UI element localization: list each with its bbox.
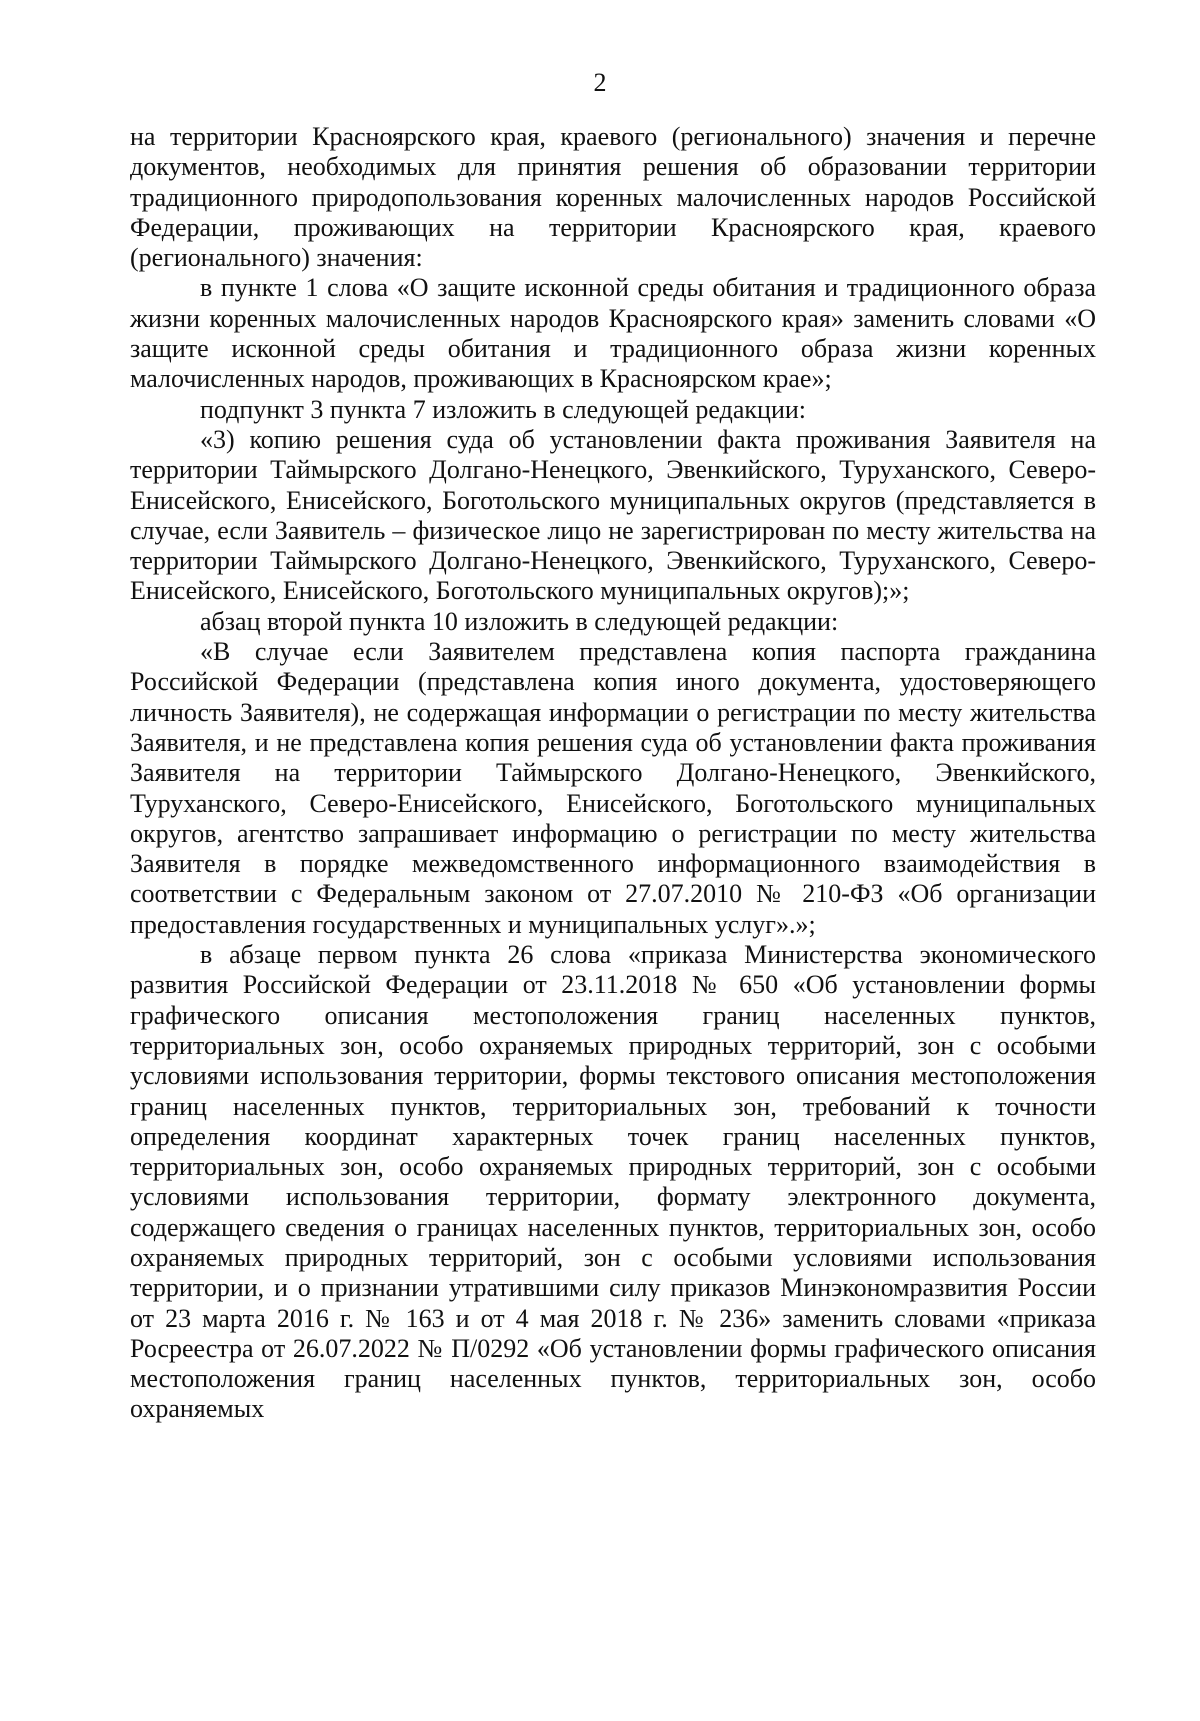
paragraph-heading-continuation: на территории Красноярского края, краевого (регионального) значения и перечне документов, необходимых для принятия решения об образовании территории традиционного природопользования коренных малочисленных народов Российской Федерации, проживающих на территории Красноярского края, краевого (регионального) значения: — [130, 122, 1096, 273]
document-body — [130, 122, 1096, 1425]
paragraph-subpoint-3-text: «3) копию решения суда об установлении факта проживания Заявителя на территории Таймырского Долгано-Ненецкого, Эвенкийского, Туруханского, Северо-Енисейского, Енисейского, Боготольского муниципальных округов (представляется в случае, если Заявитель – физическое лицо не зарегистрирован по месту жительства на территории Таймырского Долгано-Ненецкого, Эвенкийского, Туруханского, Северо-Енисейского, Енисейского, Боготольского муниципальных округов);»; — [130, 424, 1096, 606]
paragraph-point-10-intro: абзац второй пункта 10 изложить в следующей редакции: — [200, 606, 839, 636]
page-number: 2 — [593, 68, 607, 97]
paragraph-amendment-point-1: в пункте 1 слова «О защите исконной среды обитания и традиционного образа жизни коренных малочисленных народов Красноярского края» заменить словами «О защите исконной среды обитания и традиционного образа жизни коренных малочисленных народов, проживающих в Красноярском крае»; — [130, 273, 1096, 394]
paragraph-point-26-amendment: в абзаце первом пункта 26 слова «приказа Министерства экономического развития Российской Федерации от 23.11.2018 № 650 «Об установлении формы графического описания местоположения границ населенных пунктов, территориальных зон, особо охраняемых природных территорий, зон с особыми условиями использования территории, формы текстового описания местоположения границ населенных пунктов, территориальных зон, требований к точности определения координат характерных точек границ населенных пунктов, территориальных зон, особо охраняемых природных территорий, зон с особыми условиями использования территории, формату электронного документа, содержащего сведения о границах населенных пунктов, территориальных зон, особо охраняемых природных территорий, зон с особыми условиями использования территории, и о признании утратившими силу приказов Минэкономразвития России от 23 марта 2016 г. № 163 и от 4 мая 2018 г. № 236» заменить словами «приказа Росреестра от 26.07.2022 № П/0292 «Об установлении формы графического описания местоположения границ населенных пунктов, территориальных зон, особо охраняемых — [130, 940, 1096, 1424]
paragraph-subpoint-3-intro: подпункт 3 пункта 7 изложить в следующей редакции: — [200, 394, 806, 424]
paragraph-point-10-text: «В случае если Заявителем представлена копия паспорта гражданина Российской Федерации (представлена копия иного документа, удостоверяющего личность Заявителя), не содержащая информации о регистрации по месту жительства Заявителя, и не представлена копия решения суда об установлении факта проживания Заявителя на территории Таймырского Долгано-Ненецкого, Эвенкийского, Туруханского, Северо-Енисейского, Енисейского, Боготольского муниципальных округов, агентство запрашивает информацию о регистрации по месту жительства Заявителя в порядке межведомственного информационного взаимодействия в соответствии с Федеральным законом от 27.07.2010 № 210-ФЗ «Об организации предоставления государственных и муниципальных услуг».»; — [130, 637, 1096, 939]
